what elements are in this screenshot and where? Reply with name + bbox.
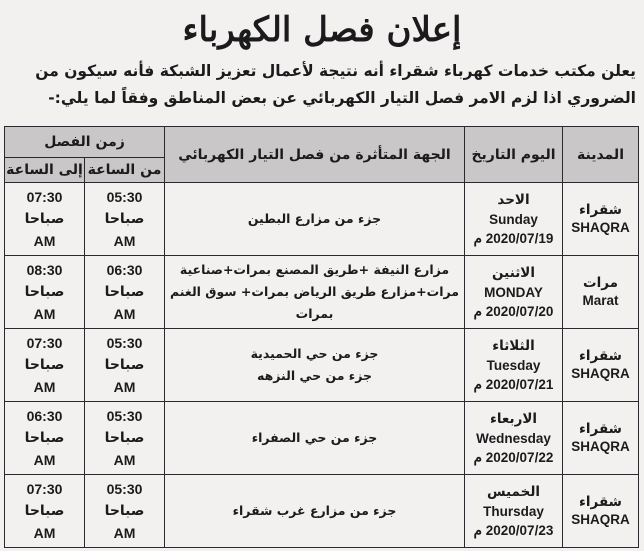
to-time-period-ar: صباحا: [24, 430, 65, 446]
to-time-value: 06:30: [26, 408, 63, 424]
from-time-cell: [85, 256, 165, 329]
from-time-value: 05:30: [106, 481, 143, 497]
header-day-date: اليوم التاريخ: [465, 127, 563, 183]
to-time-period-en: AM: [33, 379, 56, 395]
city-cell: [563, 402, 639, 475]
affected-area-cell: [165, 256, 465, 329]
to-time-period-ar: صباحا: [24, 284, 65, 300]
date-value: 2020/07/23 م: [473, 522, 554, 538]
affected-area-cell: [165, 183, 465, 256]
city-name-ar: شقراء: [579, 494, 622, 510]
from-time-period-ar: صباحا: [104, 211, 145, 227]
city-cell: [563, 475, 639, 548]
area-line: جزء من حي الحميدية: [250, 346, 379, 361]
city-name-ar: شقراء: [579, 421, 622, 437]
city-name-en: SHAQRA: [571, 366, 630, 381]
from-time-period-en: AM: [113, 306, 136, 322]
table-row: [5, 402, 639, 475]
date-value: 2020/07/19 م: [473, 230, 554, 246]
city-name-en: SHAQRA: [571, 220, 630, 235]
page-title: إعلان فصل الكهرباء: [182, 10, 462, 50]
date-value: 2020/07/22 م: [473, 449, 554, 465]
day-name-en: Sunday: [489, 211, 538, 227]
day-date-cell: [465, 475, 563, 548]
city-name-ar: مرات: [583, 275, 618, 291]
to-time-value: 07:30: [26, 335, 63, 351]
to-time-period-ar: صباحا: [24, 357, 65, 373]
from-time-period-en: AM: [113, 525, 136, 541]
to-time-period-en: AM: [33, 233, 56, 249]
city-name-en: SHAQRA: [571, 439, 630, 454]
to-time-cell: [5, 329, 85, 402]
intro-line: الضروري اذا لزم الامر فصل التيار الكهربائي عن بعض المناطق وفقاً لما يلي:-: [48, 89, 636, 107]
day-date-cell: [465, 402, 563, 475]
table-row: [5, 183, 639, 256]
from-time-period-ar: صباحا: [104, 357, 145, 373]
from-time-value: 05:30: [106, 189, 143, 205]
affected-area-cell: [165, 402, 465, 475]
to-time-cell: [5, 475, 85, 548]
day-name-ar: الاربعاء: [489, 410, 538, 427]
day-name-en: Wednesday: [476, 430, 551, 446]
from-time-cell: [85, 402, 165, 475]
header-cut-time: زمن الفصل: [5, 127, 165, 158]
city-cell: [563, 256, 639, 329]
date-value: 2020/07/20 م: [473, 303, 554, 319]
to-time-period-en: AM: [33, 306, 56, 322]
from-time-period-en: AM: [113, 452, 136, 468]
schedule-table: [4, 126, 639, 548]
day-name-en: Thursday: [483, 503, 544, 519]
header-affected-area: الجهة المتأثرة من فصل التيار الكهربائي: [165, 127, 465, 183]
to-time-cell: [5, 256, 85, 329]
from-time-period-ar: صباحا: [104, 284, 145, 300]
intro-paragraph: [8, 58, 636, 112]
area-line: جزء من مزارع البطين: [247, 211, 382, 226]
to-time-cell: [5, 183, 85, 256]
to-time-period-en: AM: [33, 452, 56, 468]
day-name-en: Tuesday: [486, 357, 541, 373]
from-time-cell: [85, 329, 165, 402]
to-time-period-en: AM: [33, 525, 56, 541]
area-line: جزء من حي النزهه: [257, 368, 372, 383]
area-line: جزء من مزارع غرب شقراء: [232, 503, 397, 518]
from-time-period-en: AM: [113, 379, 136, 395]
from-time-cell: [85, 183, 165, 256]
table-row: [5, 256, 639, 329]
city-name-en: SHAQRA: [571, 512, 630, 527]
to-time-value: 07:30: [26, 189, 63, 205]
affected-area-cell: [165, 475, 465, 548]
area-line: مزارع النيفة +طريق المصنع بمرات+صناعية: [179, 262, 450, 277]
area-line: بمرات: [295, 306, 334, 321]
from-time-period-en: AM: [113, 233, 136, 249]
city-cell: [563, 183, 639, 256]
day-date-cell: [465, 183, 563, 256]
to-time-value: 07:30: [26, 481, 63, 497]
to-time-value: 08:30: [26, 262, 63, 278]
area-line: جزء من حي الصفراء: [251, 430, 378, 445]
day-date-cell: [465, 329, 563, 402]
header-to-time: إلى الساعة: [5, 158, 85, 183]
intro-line: يعلن مكتب خدمات كهرباء شقراء أنه نتيجة لأعمال تعزيز الشبكة فأنه سيكون من: [35, 62, 636, 80]
from-time-period-ar: صباحا: [104, 430, 145, 446]
table-row: [5, 329, 639, 402]
from-time-cell: [85, 475, 165, 548]
to-time-period-ar: صباحا: [24, 503, 65, 519]
day-date-cell: [465, 256, 563, 329]
header-from-time: من الساعة: [85, 158, 165, 183]
area-line: مرات+مزارع طريق الرياض بمرات+ سوق الغنم: [169, 284, 459, 299]
affected-area-cell: [165, 329, 465, 402]
day-name-ar: الخميس: [486, 483, 541, 500]
date-value: 2020/07/21 م: [473, 376, 554, 392]
day-name-ar: الاحد: [497, 191, 530, 208]
day-name-ar: الثلاثاء: [492, 337, 535, 354]
from-time-value: 06:30: [106, 262, 143, 278]
header-city: المدينة: [563, 127, 639, 183]
from-time-value: 05:30: [106, 408, 143, 424]
to-time-period-ar: صباحا: [24, 211, 65, 227]
city-cell: [563, 329, 639, 402]
city-name-ar: شقراء: [579, 202, 622, 218]
from-time-value: 05:30: [106, 335, 143, 351]
to-time-cell: [5, 402, 85, 475]
city-name-ar: شقراء: [579, 348, 622, 364]
table-row: [5, 475, 639, 548]
day-name-en: MONDAY: [484, 284, 543, 300]
day-name-ar: الاثنين: [492, 264, 535, 281]
city-name-en: Marat: [582, 293, 619, 308]
from-time-period-ar: صباحا: [104, 503, 145, 519]
